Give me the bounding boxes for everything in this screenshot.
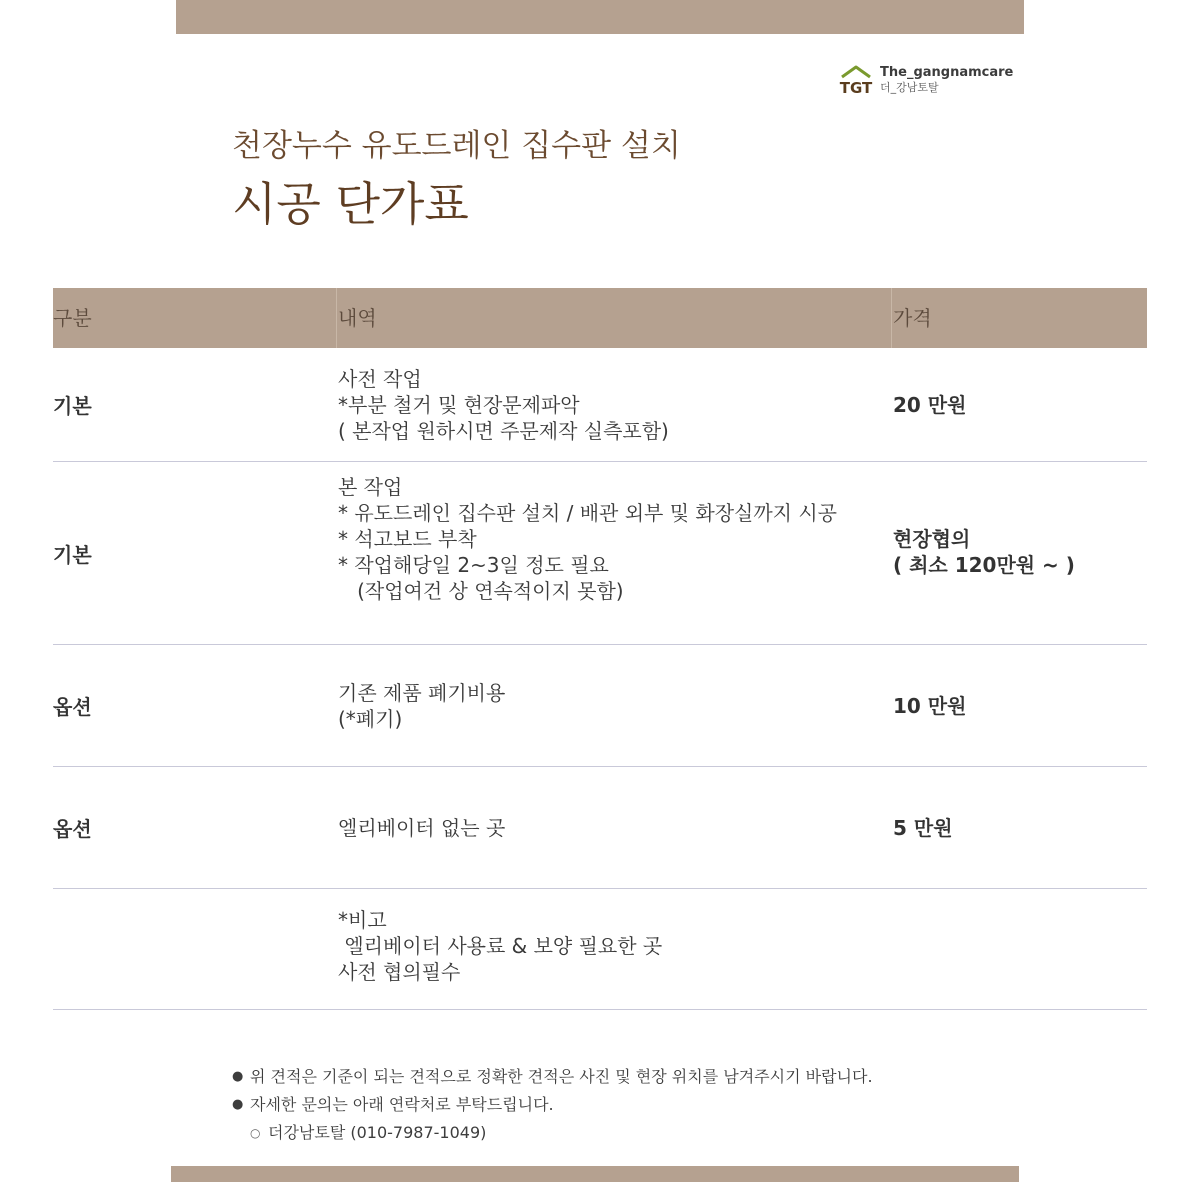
house-logo-icon [838, 64, 874, 96]
row-price [893, 645, 1147, 766]
logo-mark-text: TGT [839, 79, 873, 96]
row-category: 기본 [53, 394, 92, 418]
table-header [53, 288, 1147, 348]
row-category: 기본 [53, 543, 92, 567]
row-details [338, 889, 888, 985]
row-price [893, 889, 1147, 1009]
brand-name: The_gangnamcare [880, 64, 1014, 80]
detail-line: 엘리베이터 없는 곳 [338, 815, 506, 840]
contact-text: 더강남토탈 (010-7987-1049) [268, 1123, 487, 1142]
detail-line: (*폐기) [338, 706, 403, 731]
table-row [53, 348, 1147, 462]
bottom-decor-bar [171, 1166, 1019, 1182]
row-category: 옵션 [53, 817, 92, 841]
note-text: 자세한 문의는 아래 연락처로 부탁드립니다. [250, 1095, 554, 1114]
header-divider [891, 288, 892, 348]
contact-item [232, 1122, 873, 1150]
price-line: 20 만원 [893, 392, 967, 417]
top-decor-bar [176, 0, 1024, 34]
detail-line: (작업여건 상 연속적이지 못함) [338, 579, 624, 603]
detail-line: * 석고보드 부착 [338, 527, 477, 551]
price-table [53, 288, 1147, 1010]
header-price: 가격 [893, 306, 932, 330]
row-category: 옵션 [53, 695, 92, 719]
row-price [893, 767, 1147, 888]
header-details: 내역 [338, 306, 377, 330]
price-line: ( 최소 120만원 ~ ) [893, 553, 1075, 577]
detail-line: * 작업해당일 2~3일 정도 필요 [338, 553, 609, 577]
detail-line: *부분 철거 및 현장문제파악 [338, 392, 580, 417]
header-category: 구분 [53, 306, 92, 330]
table-row [53, 767, 1147, 889]
price-line: 현장협의 [893, 527, 971, 551]
note-item [232, 1066, 873, 1094]
detail-line: 엘리베이터 사용료 & 보양 필요한 곳 [338, 934, 663, 958]
page-title: 시공 단가표 [232, 177, 469, 231]
header-divider [336, 288, 337, 348]
note-text: 위 견적은 기준이 되는 견적으로 정확한 견적은 사진 및 현장 위치를 남겨주시기 바랍니다. [250, 1067, 873, 1086]
detail-line: 기존 제품 폐기비용 [338, 680, 506, 705]
row-details [338, 462, 888, 604]
detail-line: *비고 [338, 908, 387, 932]
brand-logo [838, 62, 1013, 98]
row-details [338, 348, 888, 461]
price-line: 5 만원 [893, 815, 953, 840]
detail-line: 본 작업 [338, 475, 403, 499]
table-row [53, 462, 1147, 645]
note-item [232, 1094, 873, 1122]
bullet-icon: ● [232, 1097, 244, 1112]
row-price [893, 348, 1147, 461]
detail-line: 사전 작업 [338, 366, 422, 391]
table-row [53, 889, 1147, 1010]
page-subtitle: 천장누수 유도드레인 집수판 설치 [232, 128, 681, 164]
row-price [893, 462, 1147, 578]
detail-line: * 유도드레인 집수판 설치 / 배관 외부 및 화장실까지 시공 [338, 501, 837, 525]
notes-list [232, 1066, 873, 1150]
detail-line: 사전 협의필수 [338, 960, 461, 984]
row-details [338, 645, 888, 766]
row-category [53, 889, 333, 1009]
table-row [53, 645, 1147, 767]
brand-subname: 더_강남토탈 [880, 81, 939, 95]
bullet-icon: ● [232, 1069, 244, 1084]
price-line: 10 만원 [893, 693, 967, 718]
row-details [338, 767, 888, 888]
hollow-bullet-icon: ○ [250, 1126, 261, 1140]
detail-line: ( 본작업 원하시면 주문제작 실측포함) [338, 418, 669, 443]
